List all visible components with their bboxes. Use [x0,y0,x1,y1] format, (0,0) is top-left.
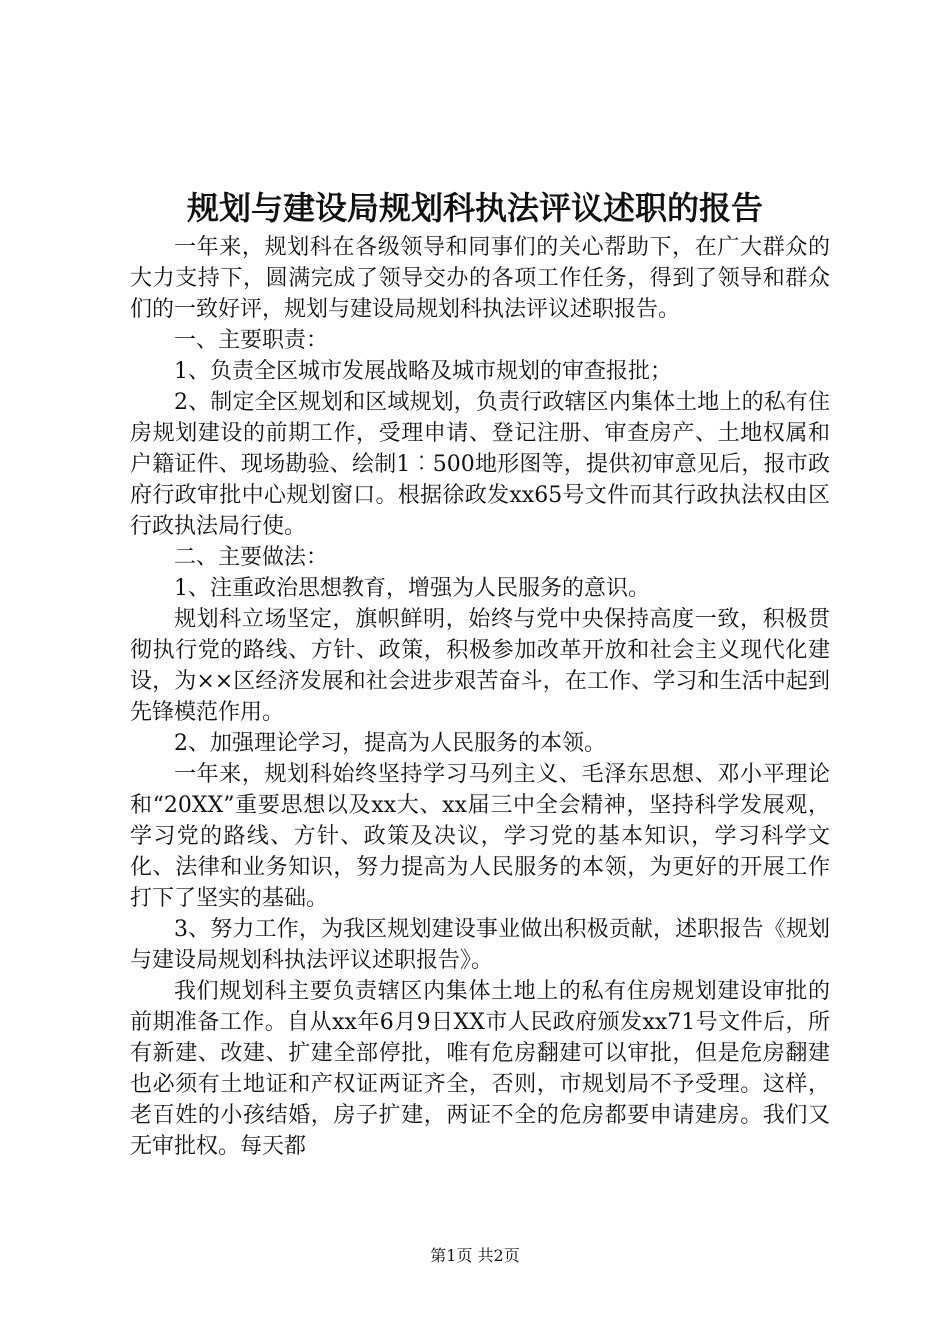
practice-item-3-heading: 3、努力工作，为我区规划建设事业做出积极贡献，述职报告《规划与建设局规划科执法评议述职报告》。 [130,917,830,973]
paragraph-intro: 一年来，规划科在各级领导和同事们的关心帮助下，在广大群众的大力支持下，圆满完成了领导交办的各项工作任务，得到了领导和群众们的一致好评，规划与建设局规划科执法评议述职报告。 [130,235,830,322]
practice-item-1-heading: 1、注重政治思想教育，增强为人民服务的意识。 [174,576,650,601]
document-body [130,232,830,1162]
practice-item-2-heading: 2、加强理论学习，提高为人民服务的本领。 [174,731,606,756]
practice-item-1-body: 规划科立场坚定，旗帜鲜明，始终与党中央保持高度一致，积极贯彻执行党的路线、方针、政策，积极参加改革开放和社会主义现代化建设，为××区经济发展和社会进步艰苦奋斗，在工作、学习和生活中起到先锋模范作用。 [130,607,830,725]
section-heading-main-duties: 一、主要职责： [174,328,329,353]
page-footer: 第1页 共2页 [430,1246,520,1265]
document-title: 规划与建设局规划科执法评议述职的报告 [186,189,763,227]
section-heading-main-practices: 二、主要做法： [174,545,329,570]
practice-item-2-body: 一年来，规划科始终坚持学习马列主义、毛泽东思想、邓小平理论和“20XX”重要思想以及xx大、xx届三中全会精神，坚持科学发展观，学习党的路线、方针、政策及决议，学习党的基本知识，学习科学文化、法律和业务知识，努力提高为人民服务的本领，为更好的开展工作打下了坚实的基础。 [130,762,830,911]
duty-item-1: 1、负责全区城市发展战略及城市规划的审查报批； [174,359,672,384]
duty-item-2: 2、制定全区规划和区域规划，负责行政辖区内集体土地上的私有住房规划建设的前期工作，受理申请、登记注册、审查房产、土地权属和户籍证件、现场勘验、绘制1︰500地形图等，提供初审意见后，报市政府行政审批中心规划窗口。根据徐政发xx65号文件而其行政执法权由区行政执法局行使。 [130,390,830,539]
practice-item-3-body: 我们规划科主要负责辖区内集体土地上的私有住房规划建设审批的前期准备工作。自从xx年6月9日XX市人民政府颁发xx71号文件后，所有新建、改建、扩建全部停批，唯有危房翻建可以审批，但是危房翻建也必须有土地证和产权证两证齐全，否则，市规划局不予受理。这样，老百姓的小孩结婚，房子扩建，两证不全的危房都要申请建房。我们又无审批权。每天都 [130,979,830,1159]
